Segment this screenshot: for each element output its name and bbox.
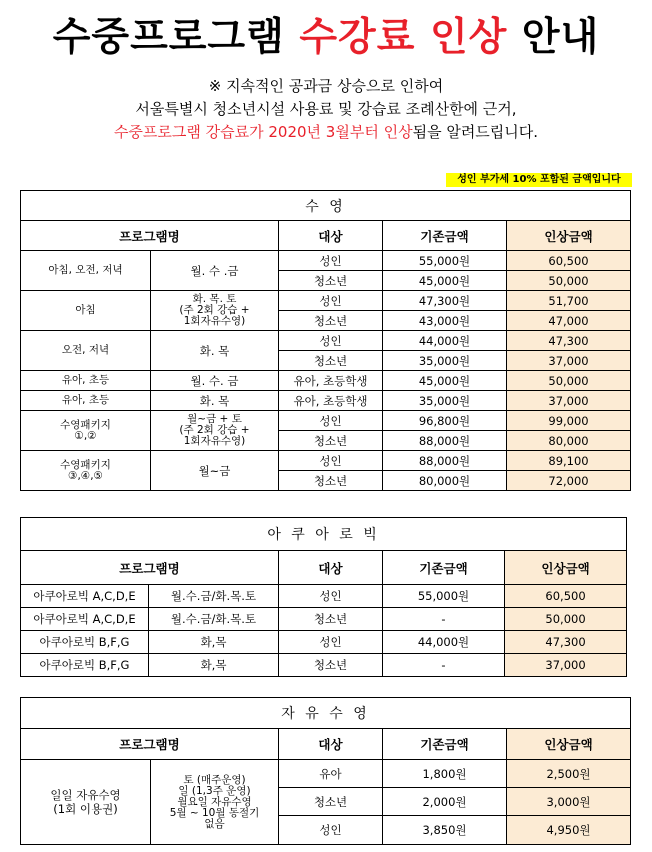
table-cell: 수영패키지 ③,④,⑤ — [21, 451, 151, 491]
table-cell: 아쿠아로빅 A,C,D,E — [21, 608, 149, 631]
table-cell: 청소년 — [279, 471, 383, 491]
swim-header-new: 인상금액 — [507, 221, 631, 251]
table-cell: 오전, 저녁 — [21, 331, 151, 371]
table-cell: 청소년 — [279, 654, 383, 677]
aqua-header-old: 기존금액 — [383, 551, 505, 585]
table-cell: 청소년 — [279, 351, 383, 371]
table-cell: 아쿠아로빅 B,F,G — [21, 654, 149, 677]
table-cell: 47,300원 — [383, 291, 507, 311]
table-cell: 유아, 초등학생 — [279, 391, 383, 411]
table-cell: 수영패키지 ①,② — [21, 411, 151, 451]
table-cell: 청소년 — [279, 608, 383, 631]
title-highlight: 수강료 인상 — [299, 15, 508, 60]
aqua-rows — [21, 585, 627, 677]
intro-text — [0, 75, 652, 144]
table-cell: 35,000원 — [383, 391, 507, 411]
table-cell: 96,800원 — [383, 411, 507, 431]
table-cell: 44,000원 — [383, 631, 505, 654]
table-cell: 55,000원 — [383, 251, 507, 271]
table-cell: 50,000 — [507, 371, 631, 391]
table-row — [21, 585, 627, 608]
table-cell: 월.수.금/화.목.토 — [149, 585, 279, 608]
table-cell: 2,500원 — [507, 760, 631, 788]
swim-header-target: 대상 — [279, 221, 383, 251]
table-cell: 4,950원 — [507, 816, 631, 845]
table-row — [21, 371, 631, 391]
title-suffix: 안내 — [507, 15, 600, 60]
intro-line-1: ※ 지속적인 공과금 상승으로 인하여 — [208, 77, 444, 95]
swim-rows — [21, 251, 631, 491]
table-row — [21, 411, 631, 431]
table-cell: 37,000 — [507, 351, 631, 371]
free-swim-table — [20, 697, 631, 845]
aqua-header-new: 인상금액 — [505, 551, 627, 585]
table-cell: 50,000 — [505, 608, 627, 631]
table-cell: 72,000 — [507, 471, 631, 491]
table-cell: 유아, 초등학생 — [279, 371, 383, 391]
table-cell: 유아, 초등 — [21, 371, 151, 391]
table-cell: 화. 목 — [151, 391, 279, 411]
intro-line-3-rest: 됨을 알려드립니다. — [412, 123, 539, 141]
aqua-header-target: 대상 — [279, 551, 383, 585]
table-cell: 88,000원 — [383, 431, 507, 451]
table-cell: 1,800원 — [383, 760, 507, 788]
table-cell: - — [383, 608, 505, 631]
table-cell: - — [383, 654, 505, 677]
table-cell: 성인 — [279, 291, 383, 311]
swim-header-old: 기존금액 — [383, 221, 507, 251]
table-cell: 아침 — [21, 291, 151, 331]
table-cell: 2,000원 — [383, 788, 507, 816]
table-cell: 47,000 — [507, 311, 631, 331]
table-row — [21, 608, 627, 631]
swim-header-program: 프로그램명 — [21, 221, 279, 251]
free-header-program: 프로그램명 — [21, 729, 279, 760]
free-header-new: 인상금액 — [507, 729, 631, 760]
table-cell: 47,300 — [507, 331, 631, 351]
free-header-old: 기존금액 — [383, 729, 507, 760]
table-cell: 화. 목 — [151, 331, 279, 371]
table-row — [21, 251, 631, 271]
table-cell: 80,000원 — [383, 471, 507, 491]
table-cell: 3,850원 — [383, 816, 507, 845]
table-cell: 44,000원 — [383, 331, 507, 351]
table-cell: 아침, 오전, 저녁 — [21, 251, 151, 291]
free-schedule: 토 (매주운영) 일 (1,3주 운영) 월요일 자유수영 5월 ~ 10월 동절기 없음 — [151, 760, 279, 845]
table-cell: 성인 — [279, 251, 383, 271]
table-cell: 청소년 — [279, 311, 383, 331]
table-row — [21, 631, 627, 654]
table-cell: 37,000 — [507, 391, 631, 411]
table-cell: 월.수.금/화.목.토 — [149, 608, 279, 631]
free-header-target: 대상 — [279, 729, 383, 760]
table-cell: 성인 — [279, 451, 383, 471]
table-cell: 유아, 초등 — [21, 391, 151, 411]
table-cell: 월~금 — [151, 451, 279, 491]
table-cell: 청소년 — [279, 788, 383, 816]
table-cell: 청소년 — [279, 431, 383, 451]
intro-line-3 — [0, 121, 652, 144]
table-cell: 50,000 — [507, 271, 631, 291]
aqua-header-program: 프로그램명 — [21, 551, 279, 585]
table-cell: 성인 — [279, 631, 383, 654]
free-program: 일일 자유수영 (1회 이용권) — [21, 760, 151, 845]
table-cell: 성인 — [279, 411, 383, 431]
table-row — [21, 331, 631, 351]
table-cell: 아쿠아로빅 B,F,G — [21, 631, 149, 654]
table-cell: 51,700 — [507, 291, 631, 311]
table-cell: 37,000 — [505, 654, 627, 677]
table-cell: 화. 목. 토 (주 2회 강습 + 1회자유수영) — [151, 291, 279, 331]
swim-table — [20, 190, 631, 491]
table-cell: 청소년 — [279, 271, 383, 291]
aqua-table — [20, 517, 627, 677]
table-cell: 월. 수 .금 — [151, 251, 279, 291]
table-cell: 55,000원 — [383, 585, 505, 608]
swim-section-title: 수 영 — [21, 191, 631, 221]
vat-note: 성인 부가세 10% 포함된 금액입니다 — [446, 173, 632, 187]
table-cell: 60,500 — [505, 585, 627, 608]
intro-line-2: 서울특별시 청소년시설 사용료 및 강습료 조례산한에 근거, — [135, 100, 517, 118]
table-cell: 45,000원 — [383, 271, 507, 291]
table-cell: 35,000원 — [383, 351, 507, 371]
free-section-title: 자 유 수 영 — [21, 698, 631, 729]
table-cell: 45,000원 — [383, 371, 507, 391]
table-row — [21, 451, 631, 471]
table-cell: 성인 — [279, 585, 383, 608]
page-title — [0, 6, 652, 62]
title-prefix: 수중프로그램 — [52, 15, 300, 60]
table-cell: 월. 수. 금 — [151, 371, 279, 391]
table-cell: 47,300 — [505, 631, 627, 654]
table-cell: 60,500 — [507, 251, 631, 271]
table-cell: 성인 — [279, 816, 383, 845]
table-cell: 유아 — [279, 760, 383, 788]
table-cell: 아쿠아로빅 A,C,D,E — [21, 585, 149, 608]
table-cell: 43,000원 — [383, 311, 507, 331]
table-cell: 화,목 — [149, 654, 279, 677]
aqua-section-title: 아 쿠 아 로 빅 — [21, 518, 627, 551]
table-cell: 89,100 — [507, 451, 631, 471]
intro-line-3-highlight: 수중프로그램 강습료가 2020년 3월부터 인상 — [113, 123, 413, 141]
table-cell: 88,000원 — [383, 451, 507, 471]
table-cell: 월~금 + 토 (주 2회 강습 + 1회자유수영) — [151, 411, 279, 451]
table-cell: 성인 — [279, 331, 383, 351]
table-row — [21, 391, 631, 411]
table-cell: 80,000 — [507, 431, 631, 451]
table-row — [21, 654, 627, 677]
table-cell: 3,000원 — [507, 788, 631, 816]
table-cell: 화,목 — [149, 631, 279, 654]
table-cell: 99,000 — [507, 411, 631, 431]
table-row — [21, 291, 631, 311]
